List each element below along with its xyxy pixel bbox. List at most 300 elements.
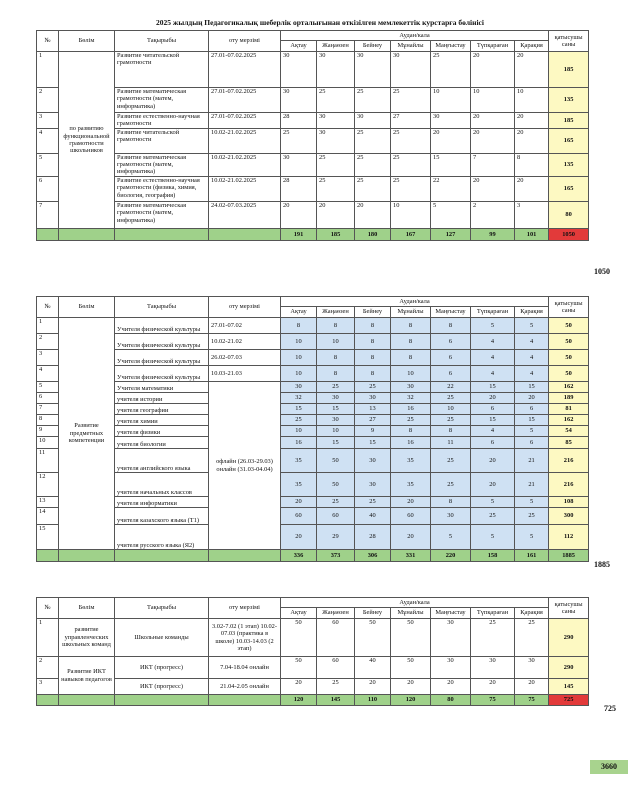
district-value: 20 [515,128,549,153]
course-date: 10.02-21.02.2025 [209,176,281,201]
district-value: 8 [431,426,471,437]
district-value: 30 [431,113,471,129]
district-value: 50 [391,657,431,679]
district-value: 25 [317,679,355,695]
district-value: 30 [391,382,431,393]
course-topic: Развитие естественно-научная грамотности (физика, химия, биология, география) [115,176,209,201]
district-value: 22 [431,176,471,201]
district-value: 5 [515,426,549,437]
district-value: 30 [431,657,471,679]
table-row [37,88,589,113]
district-value: 20 [471,52,515,88]
district-value: 8 [355,334,391,350]
district-value: 60 [391,508,431,525]
district-value: 16 [391,404,431,415]
course-date: 27.01-07.02.2025 [209,88,281,113]
district-value: 30 [281,153,317,176]
district-value: 4 [471,426,515,437]
district-value: 10 [317,426,355,437]
row-total: 189 [549,393,589,404]
row-number: 1 [37,619,59,657]
district-value: 20 [471,473,515,497]
district-value: 40 [355,508,391,525]
district-value: 20 [515,52,549,88]
district-value: 25 [391,88,431,113]
header-district-name: Маңғыстау [431,307,471,318]
sum-empty [37,695,59,706]
course-topic: учителя истории [115,393,209,404]
district-value: 10 [281,426,317,437]
row-total: 162 [549,415,589,426]
district-value: 30 [317,128,355,153]
course-topic: Учителя физической культуры [115,318,209,334]
row-number: 12 [37,473,59,497]
table-row [37,201,589,228]
header-district-name: Жаңаөзен [317,41,355,52]
course-date: 27.01-07.02 [209,318,281,334]
header-district-name: Жаңаөзен [317,307,355,318]
course-topic: Учителя физической культуры [115,350,209,366]
course-topic: Развитие читательской грамотности [115,52,209,88]
row-total: 165 [549,128,589,153]
row-total: 185 [549,52,589,88]
sum-empty [209,695,281,706]
header-district-name: Мұнайлы [391,608,431,619]
district-value: 25 [431,393,471,404]
district-value: 30 [355,449,391,473]
district-value: 25 [281,415,317,426]
sum-value: 110 [355,695,391,706]
course-topic: ИКТ (прогресс) [115,657,209,679]
district-value: 27 [391,113,431,129]
sum-value: 191 [281,228,317,240]
row-number: 6 [37,393,59,404]
table-row [37,437,589,449]
course-topic: ИКТ (прогресс) [115,679,209,695]
course-topic: Школьные команды [115,619,209,657]
sum-value: 331 [391,550,431,562]
district-value: 50 [281,619,317,657]
district-value: 25 [355,497,391,508]
district-value: 60 [281,508,317,525]
district-value: 6 [431,334,471,350]
row-total: 81 [549,404,589,415]
sum-value: 180 [355,228,391,240]
district-value: 25 [431,415,471,426]
table-row [37,176,589,201]
district-value: 8 [281,318,317,334]
course-date: 24.02-07.03.2025 [209,201,281,228]
district-value: 30 [317,393,355,404]
district-value: 20 [355,201,391,228]
sum-value: 99 [471,228,515,240]
sum-value: 158 [471,550,515,562]
district-value: 40 [355,657,391,679]
sum-value: 127 [431,228,471,240]
course-topic: учителя информатики [115,497,209,508]
district-value: 30 [317,52,355,88]
district-value: 25 [317,176,355,201]
row-number: 13 [37,497,59,508]
sum-value: 161 [515,550,549,562]
course-topic: Учителя физической культуры [115,334,209,350]
district-value: 20 [471,679,515,695]
header-district-name: Қарақия [515,608,549,619]
header-district-name: Маңғыстау [431,41,471,52]
district-value: 10 [391,366,431,382]
district-value: 25 [391,128,431,153]
header-bolim: Бөлім [59,297,115,318]
row-number: 5 [37,153,59,176]
course-date: 10.03-21.03 [209,366,281,382]
course-topic: учителя казахского языка (Т1) [115,508,209,525]
district-value: 20 [281,497,317,508]
district-value: 20 [471,393,515,404]
row-total: 50 [549,350,589,366]
district-value: 28 [355,525,391,550]
district-value: 60 [317,619,355,657]
district-value: 4 [471,366,515,382]
sum-empty [115,228,209,240]
district-value: 20 [281,525,317,550]
table-row [37,415,589,426]
district-value: 5 [515,497,549,508]
table-subject-competence [36,296,589,562]
header-district-name: Мұнайлы [391,307,431,318]
header-district-name: Қарақия [515,307,549,318]
district-value: 30 [317,415,355,426]
table-row [37,657,589,679]
grand-total: 3660 [590,760,628,774]
table-row [37,679,589,695]
district-value: 50 [317,473,355,497]
district-value: 30 [281,88,317,113]
district-value: 8 [317,318,355,334]
district-value: 25 [317,382,355,393]
row-total: 300 [549,508,589,525]
sum-row [37,695,589,706]
district-value: 4 [471,350,515,366]
row-number: 2 [37,334,59,350]
row-total: 135 [549,153,589,176]
row-total: 216 [549,473,589,497]
district-value: 25 [317,88,355,113]
district-value: 32 [281,393,317,404]
district-value: 5 [431,525,471,550]
district-value: 35 [391,449,431,473]
district-value: 10 [431,88,471,113]
table-row [37,128,589,153]
district-value: 28 [281,113,317,129]
sum-value: 185 [317,228,355,240]
header-participants: қатысушы саны [549,598,589,619]
header-district-name: Бейнеу [355,41,391,52]
district-value: 25 [391,415,431,426]
course-topic: Учителя математики [115,382,209,393]
sum-empty [37,228,59,240]
district-value: 20 [431,679,471,695]
district-value: 4 [515,334,549,350]
district-value: 20 [471,113,515,129]
district-value: 8 [391,334,431,350]
district-value: 20 [391,679,431,695]
district-value: 15 [281,404,317,415]
district-value: 6 [471,437,515,449]
table2-side-total: 1885 [594,560,610,569]
district-value: 6 [471,404,515,415]
district-value: 30 [391,52,431,88]
district-value: 5 [515,318,549,334]
sum-value: 220 [431,550,471,562]
district-value: 10 [391,201,431,228]
table-row [37,113,589,129]
table-row [37,426,589,437]
district-value: 3 [515,201,549,228]
table-row [37,508,589,525]
district-value: 10 [317,334,355,350]
district-value: 15 [317,404,355,415]
district-value: 10 [281,334,317,350]
sum-empty [209,550,281,562]
header-district-name: Жаңаөзен [317,608,355,619]
district-value: 25 [355,176,391,201]
district-value: 11 [431,437,471,449]
district-value: 8 [317,366,355,382]
course-topic: учителя физики [115,426,209,437]
district-value: 25 [355,88,391,113]
header-district-name: Түпқараған [471,41,515,52]
table-row [37,393,589,404]
district-value: 16 [391,437,431,449]
course-date: 10.02-21.02.2025 [209,128,281,153]
district-value: 20 [471,449,515,473]
header-no: № [37,31,59,52]
header-district-name: Мұнайлы [391,41,431,52]
district-value: 6 [515,437,549,449]
sum-empty [115,695,209,706]
sum-empty [59,695,115,706]
district-value: 5 [471,497,515,508]
row-number: 5 [37,382,59,393]
header-topic: Тақырыбы [115,31,209,52]
sum-value: 145 [317,695,355,706]
row-number: 1 [37,318,59,334]
district-value: 25 [317,497,355,508]
district-value: 30 [355,113,391,129]
sum-value: 306 [355,550,391,562]
header-bolim: Бөлім [59,31,115,52]
row-total: 162 [549,382,589,393]
table-row [37,153,589,176]
table-row [37,318,589,334]
district-value: 2 [471,201,515,228]
sum-total: 1885 [549,550,589,562]
table-school-teams [36,597,589,706]
section-name: Развитие предметных компетенции [59,318,115,550]
row-total: 50 [549,366,589,382]
district-value: 30 [431,619,471,657]
district-value: 20 [281,201,317,228]
district-value: 5 [471,318,515,334]
district-value: 5 [471,525,515,550]
district-value: 25 [431,52,471,88]
header-district-name: Қарақия [515,41,549,52]
row-number: 6 [37,176,59,201]
sum-value: 120 [281,695,317,706]
row-number: 2 [37,88,59,113]
district-value: 25 [471,508,515,525]
header-district-name: Түпқараған [471,307,515,318]
district-value: 8 [317,350,355,366]
district-value: 30 [317,113,355,129]
district-value: 8 [355,350,391,366]
district-value: 13 [355,404,391,415]
sum-value: 373 [317,550,355,562]
district-value: 6 [431,366,471,382]
table-row [37,525,589,550]
district-value: 30 [471,657,515,679]
course-date: 10.02-21.02 [209,334,281,350]
row-total: 216 [549,449,589,473]
row-number: 3 [37,679,59,695]
district-value: 6 [515,404,549,415]
sum-row [37,228,589,240]
course-topic: Развитие математическая грамотности (матем, информатика) [115,88,209,113]
district-value: 25 [515,619,549,657]
district-value: 9 [355,426,391,437]
district-value: 20 [471,128,515,153]
sum-empty [37,550,59,562]
table-functional-literacy [36,30,589,241]
district-value: 20 [515,113,549,129]
district-value: 50 [317,449,355,473]
header-topic: Тақырыбы [115,297,209,318]
row-total: 50 [549,334,589,350]
sum-value: 101 [515,228,549,240]
course-topic: Развитие математическая грамотности (матем, информатика) [115,201,209,228]
row-number: 7 [37,404,59,415]
course-topic: Развитие читательской грамотности [115,128,209,153]
district-value: 4 [515,366,549,382]
district-value: 30 [431,508,471,525]
district-value: 15 [471,382,515,393]
district-value: 10 [281,366,317,382]
course-topic: учителя химии [115,415,209,426]
district-value: 25 [317,153,355,176]
district-value: 21 [515,449,549,473]
table-row [37,52,589,88]
district-value: 15 [355,437,391,449]
district-value: 20 [317,201,355,228]
table-row [37,404,589,415]
header-date: оту мерзімі [209,31,281,52]
district-value: 30 [355,52,391,88]
header-district-name: Ақтау [281,307,317,318]
header-district-name: Маңғыстау [431,608,471,619]
table-row [37,366,589,382]
district-value: 27 [355,415,391,426]
course-date-merged: офлайн (26.03-29.03) онлайн (31.03-04.04) [209,382,281,550]
header-district: Аудан/кала [281,31,549,41]
row-total: 85 [549,437,589,449]
header-district-name: Бейнеу [355,307,391,318]
district-value: 20 [281,679,317,695]
district-value: 20 [391,525,431,550]
district-value: 25 [431,473,471,497]
table3-side-total: 725 [604,704,616,713]
district-value: 8 [391,426,431,437]
course-topic: учителя русского языка (Я2) [115,525,209,550]
district-value: 60 [317,657,355,679]
sum-value: 120 [391,695,431,706]
sum-value: 80 [431,695,471,706]
district-value: 16 [281,437,317,449]
district-value: 15 [431,153,471,176]
row-total: 112 [549,525,589,550]
district-value: 10 [515,88,549,113]
district-value: 50 [281,657,317,679]
district-value: 5 [431,201,471,228]
row-number: 7 [37,201,59,228]
district-value: 8 [355,318,391,334]
table-row [37,473,589,497]
district-value: 20 [471,176,515,201]
section-name: развитие управленческих школьных команд [59,619,115,657]
course-date: 3.02-7.02 (1 этап) 10.02-07.03 (практика в школе) 10.03-14.03 (2 этап) [209,619,281,657]
district-value: 35 [281,449,317,473]
district-value: 6 [431,350,471,366]
district-value: 35 [391,473,431,497]
section-name: Развитие ИКТ навыков педагогов [59,657,115,695]
district-value: 15 [317,437,355,449]
district-value: 29 [317,525,355,550]
row-number: 14 [37,508,59,525]
district-value: 8 [431,497,471,508]
course-date: 27.01-07.02.2025 [209,52,281,88]
row-total: 290 [549,657,589,679]
row-total: 80 [549,201,589,228]
district-value: 21 [515,473,549,497]
course-topic: Учителя физической культуры [115,366,209,382]
table-row [37,382,589,393]
row-total: 135 [549,88,589,113]
district-value: 20 [431,128,471,153]
district-value: 20 [391,497,431,508]
row-number: 9 [37,426,59,437]
header-district-name: Ақтау [281,41,317,52]
district-value: 30 [281,52,317,88]
district-value: 10 [471,88,515,113]
district-value: 4 [471,334,515,350]
sum-empty [59,550,115,562]
district-value: 20 [515,679,549,695]
header-participants: қатысушы саны [549,31,589,52]
district-value: 25 [281,128,317,153]
header-bolim: Бөлім [59,598,115,619]
row-total: 290 [549,619,589,657]
district-value: 25 [355,382,391,393]
district-value: 20 [515,393,549,404]
header-date: оту мерзімі [209,598,281,619]
header-district: Аудан/кала [281,598,549,608]
sum-empty [59,228,115,240]
sum-value: 167 [391,228,431,240]
header-district: Аудан/кала [281,297,549,307]
district-value: 30 [515,657,549,679]
table1-side-total: 1050 [594,267,610,276]
course-topic: Развитие естественно-научная грамотности [115,113,209,129]
district-value: 8 [515,153,549,176]
